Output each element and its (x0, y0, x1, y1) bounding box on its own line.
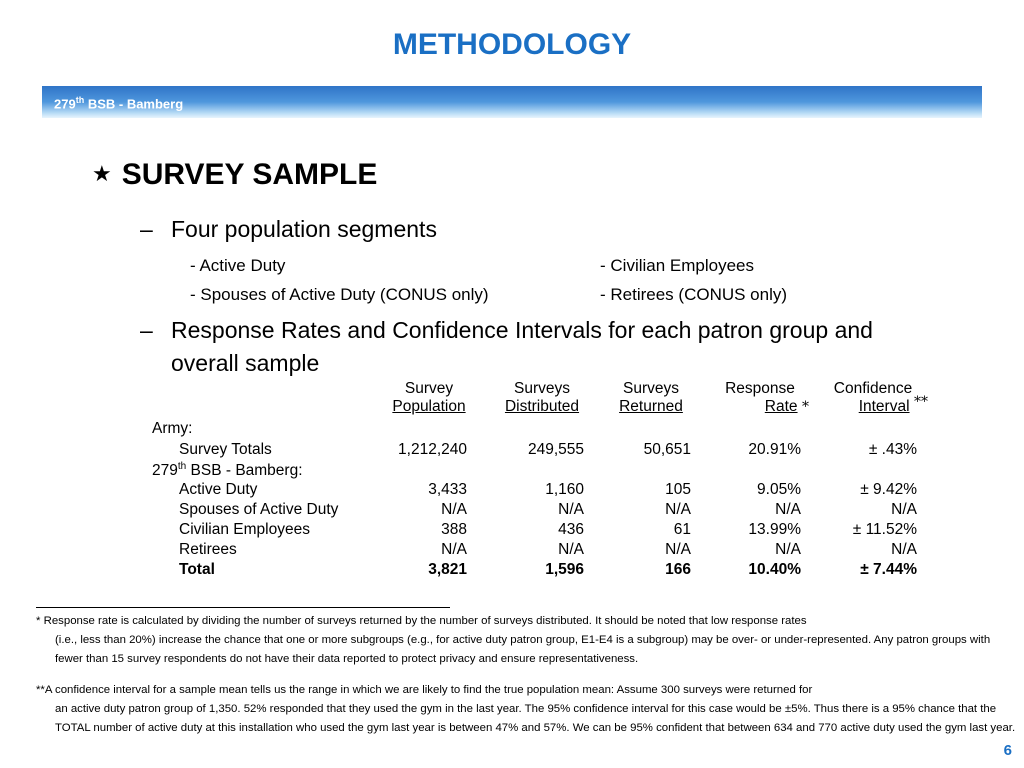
header-bottom: Distributed (504, 398, 580, 415)
footnote-line: (i.e., less than 20%) increase the chance that one or more subgroups (e.g., for active duty patron group, E1-E4 is a subgroup) may be over- or under-represented. Any patron groups with fewer than 15 survey respondents do not have their data reported to protect privacy and ensure representativeness. (55, 634, 991, 665)
header-response-rate (705, 380, 815, 416)
footnote-confidence-interval (36, 681, 1016, 738)
dash-bullet: – (140, 317, 153, 343)
bullet-population-segments: Four population segments (171, 216, 437, 242)
table-row (0, 521, 1024, 541)
header-top: Response (725, 380, 795, 397)
header-survey-population (374, 380, 484, 416)
cell-confidence: N/A (891, 501, 917, 518)
cell-distributed: 1,160 (545, 481, 584, 498)
segment-civilian-employees: - Civilian Employees (600, 256, 754, 275)
table-row (0, 461, 1024, 481)
section-heading-text: SURVEY SAMPLE (121, 158, 378, 191)
section-heading (92, 158, 377, 192)
cell-distributed: 436 (558, 521, 584, 538)
cell-population: 1,212,240 (398, 441, 467, 458)
cell-population: N/A (441, 541, 467, 558)
row-label: Active Duty (179, 481, 258, 498)
row-label: Survey Totals (179, 441, 272, 458)
header-surveys-distributed (487, 380, 597, 416)
table-row (0, 541, 1024, 561)
cell-returned: N/A (665, 501, 691, 518)
cell-distributed: N/A (558, 501, 584, 518)
cell-returned: N/A (665, 541, 691, 558)
cell-returned: 166 (665, 561, 691, 578)
cell-population: 388 (441, 521, 467, 538)
table-row-total (0, 561, 1024, 581)
army-label: Army: (152, 420, 193, 437)
bsb-label-prefix: 279 (152, 462, 178, 480)
header-bottom: Population (392, 398, 466, 415)
footnote-line: * Response rate is calculated by dividing the number of surveys returned by the number of surveys distributed. It should be noted that low response rates (36, 615, 807, 627)
table-row (0, 441, 1024, 461)
cell-response-rate: N/A (775, 541, 801, 558)
header-top: Surveys (514, 380, 570, 397)
cell-population: N/A (441, 501, 467, 518)
table-row (0, 420, 1024, 440)
banner-label-suffix: BSB - Bamberg (84, 96, 184, 112)
bsb-label-suffix: BSB - Bamberg: (186, 462, 303, 480)
cell-response-rate: N/A (775, 501, 801, 518)
header-bottom: Returned (619, 398, 683, 415)
header-confidence-interval (818, 380, 928, 416)
page-title: METHODOLOGY (392, 28, 632, 61)
star-bullet-icon: ★ (92, 161, 112, 186)
segment-spouses: - Spouses of Active Duty (CONUS only) (190, 285, 489, 304)
page-number: 6 (1003, 742, 1012, 759)
cell-response-rate: 20.91% (748, 441, 801, 458)
banner-label-sup: th (75, 95, 85, 105)
footnote-divider (36, 607, 450, 608)
cell-population: 3,433 (428, 481, 467, 498)
row-label: Civilian Employees (179, 521, 310, 538)
segment-retirees: - Retirees (CONUS only) (600, 285, 788, 304)
row-label: Spouses of Active Duty (179, 501, 339, 518)
table-row (0, 481, 1024, 501)
row-label: Total (179, 561, 215, 578)
cell-confidence: ± 9.42% (860, 481, 917, 498)
cell-distributed: N/A (558, 541, 584, 558)
bsb-label-sup: th (177, 461, 187, 472)
cell-confidence: ± 7.44% (860, 561, 917, 578)
table-row (0, 501, 1024, 521)
header-bottom: Interval (858, 398, 910, 415)
segment-active-duty: - Active Duty (190, 256, 286, 275)
cell-response-rate: 13.99% (748, 521, 801, 538)
cell-returned: 61 (673, 521, 691, 538)
header-top: Survey (404, 380, 454, 397)
banner-label (54, 95, 183, 111)
bsb-label (152, 461, 303, 480)
dash-bullet: – (140, 216, 153, 242)
footnote-line: **A confidence interval for a sample mean tells us the range in which we are likely to find the true population mean: Assume 300 surveys were returned for (36, 684, 813, 696)
header-top: Confidence (833, 380, 913, 397)
cell-confidence: ± 11.52% (852, 521, 917, 538)
header-mark: * (797, 399, 809, 415)
header-mark: ** (909, 394, 928, 410)
banner-label-prefix: 279 (54, 96, 76, 112)
cell-distributed: 249,555 (527, 441, 584, 458)
footnote-line: an active duty patron group of 1,350. 52% responded that they used the gym in the last year. The 95% confidence interval for this case would be ±5%. Thus there is a 95% chance that the TOTAL number of active duty at this installation who used the gym last year is between 47% and 57%. We can be 95% confident that between 634 and 770 active duty used the gym last year. (55, 703, 1016, 734)
bullet-response-rates-line2: overall sample (171, 350, 320, 376)
header-top: Surveys (623, 380, 679, 397)
header-bottom: Rate (764, 398, 798, 415)
cell-population: 3,821 (428, 561, 467, 578)
cell-confidence: N/A (891, 541, 917, 558)
footnote-response-rate (36, 612, 1016, 669)
cell-confidence: ± .43% (868, 441, 917, 458)
cell-returned: 50,651 (643, 441, 691, 458)
bullet-response-rates-line1: Response Rates and Confidence Intervals for each patron group and (171, 317, 873, 343)
header-surveys-returned (596, 380, 706, 416)
cell-response-rate: 9.05% (757, 481, 801, 498)
cell-returned: 105 (665, 481, 691, 498)
row-label: Retirees (179, 541, 237, 558)
cell-response-rate: 10.40% (748, 561, 801, 578)
banner-bar (42, 86, 982, 118)
cell-distributed: 1,596 (545, 561, 584, 578)
